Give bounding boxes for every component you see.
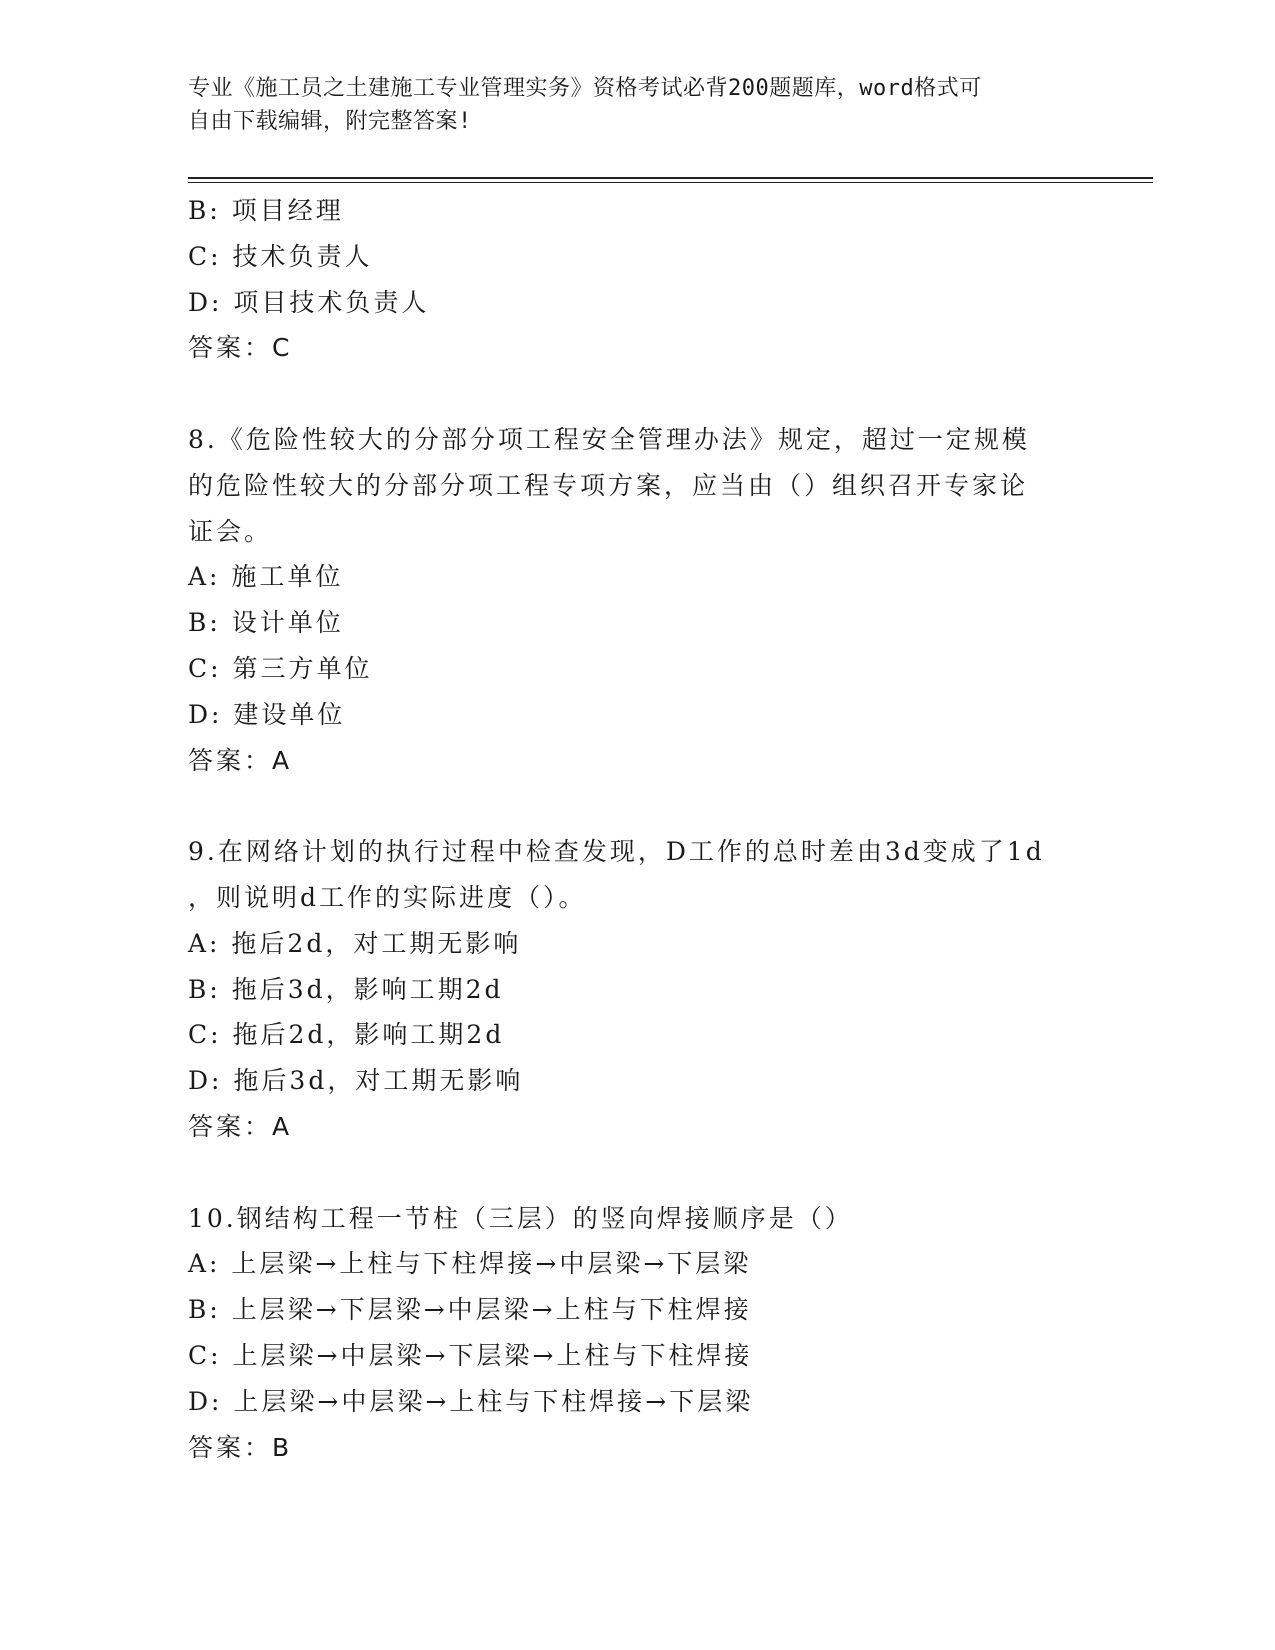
option-line: C: 上层梁→中层梁→下层梁→上柱与下柱焊接 <box>188 1340 753 1370</box>
spacer <box>188 1150 1088 1196</box>
question-7-tail <box>188 188 1088 371</box>
option-line: B: 拖后3d，影响工期2d <box>188 974 504 1004</box>
question-stem-line: 8.《危险性较大的分部分项工程安全管理办法》规定，超过一定规模 <box>188 424 1030 454</box>
question-9 <box>188 829 1088 1150</box>
option-line: B: 设计单位 <box>188 608 344 638</box>
option-line: C: 技术负责人 <box>188 241 373 271</box>
answer-line: 答案：A <box>188 745 293 775</box>
option-line: A: 施工单位 <box>188 562 344 592</box>
question-stem-line: 的危险性较大的分部分项工程专项方案，应当由（）组织召开专家论 <box>188 470 1029 500</box>
header-line-1: 专业《施工员之土建施工专业管理实务》资格考试必背200题题库，word格式可 <box>188 76 982 101</box>
option-line: A: 上层梁→上柱与下柱焊接→中层梁→下层梁 <box>188 1249 752 1279</box>
option-line: B: 项目经理 <box>188 196 344 225</box>
question-8 <box>188 417 1088 783</box>
document-header <box>188 72 1068 138</box>
option-line: D: 建设单位 <box>188 699 346 729</box>
option-line: C: 拖后2d，影响工期2d <box>188 1020 505 1050</box>
spacer <box>188 783 1088 829</box>
answer-line: 答案：A <box>188 1111 293 1141</box>
option-line: D: 拖后3d，对工期无影响 <box>188 1066 524 1096</box>
answer-line: 答案：C <box>188 333 293 363</box>
header-divider-thin <box>188 182 1153 183</box>
option-line: D: 上层梁→中层梁→上柱与下柱焊接→下层梁 <box>188 1386 754 1416</box>
question-10 <box>188 1196 1088 1471</box>
question-stem-line: 证会。 <box>188 516 273 546</box>
answer-line: 答案：B <box>188 1432 293 1462</box>
question-stem-line: 10.钢结构工程一节柱（三层）的竖向焊接顺序是（） <box>188 1203 853 1233</box>
question-content <box>188 188 1088 1470</box>
option-line: D: 项目技术负责人 <box>188 287 430 317</box>
header-divider <box>188 177 1153 179</box>
option-line: A: 拖后2d，对工期无影响 <box>188 928 522 958</box>
option-line: C: 第三方单位 <box>188 653 373 683</box>
spacer <box>188 371 1088 417</box>
option-line: B: 上层梁→下层梁→中层梁→上柱与下柱焊接 <box>188 1295 752 1325</box>
question-stem-line: 9.在网络计划的执行过程中检查发现，D工作的总时差由3d变成了1d <box>188 837 1045 867</box>
question-stem-line: ，则说明d工作的实际进度（）。 <box>188 882 587 912</box>
header-line-2: 自由下载编辑，附完整答案! <box>188 109 472 134</box>
